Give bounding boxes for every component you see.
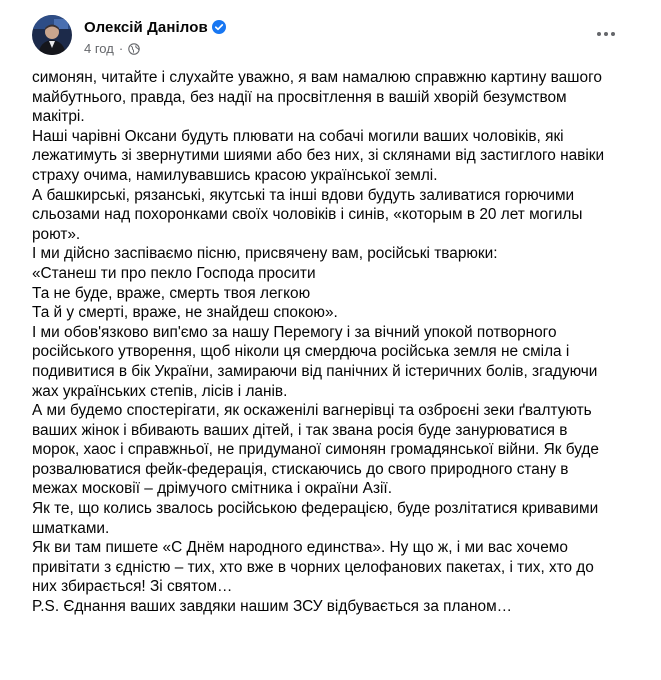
more-options-button[interactable] xyxy=(588,24,624,44)
post-paragraph: Наші чарівні Оксани будуть плювати на собачі могили ваших чоловіків, які лежатимуть зі звернутими шиями або без них, зі склянами від застиглого навіки страху очима, намилувавшись красою української землі. xyxy=(32,127,605,184)
post-meta xyxy=(84,41,140,56)
post-paragraph: А башкирські, рязанські, якутські та інші вдови будуть заливатися горючими сльозами над похоронками своїх чоловіків і синів, «которым в 20 лет могилы роют». xyxy=(32,186,583,243)
poem-line: Та й у смерті, вражe, не знайдеш спокою». xyxy=(32,304,338,322)
post-paragraph: А ми будемо спостерігати, як оскаженілі вагнерівці та озброєні зеки ґвалтують ваших жінок і вбивають ваших дітей, і так звана росія буде занурюватися в морок, хаос і справжньої, не придуманої симонян громадянської війни. Як буде розвалюватися фейк-федерація, стискаючись до свого природного стану в межах московії – дрімучого смітника і окраїни Азії. xyxy=(32,402,599,498)
author-name[interactable]: Олексій Данілов xyxy=(84,18,208,36)
post-header xyxy=(0,0,661,66)
post-paragraph: симонян, читайте і слухайте уважно, я вам намалюю справжню картину вашого майбутнього, правда, без надії на просвітлення в вашій хворій безумством макітрі. xyxy=(32,69,602,126)
post-timestamp[interactable]: 4 год xyxy=(84,41,114,56)
poem-line: «Станеш ти про пекло Господа просити xyxy=(32,264,316,282)
more-horizontal-icon xyxy=(596,31,616,37)
post-paragraph: І ми обов'язково вип'ємо за нашу Перемогу і за вічний упокой потворного російського утворення, щоб ніколи ця смердюча російська земля не сміла і подивитися в бік України, замираючи від панічних й істеричних болів, згадуючи жах українських степів, лісів і ланів. xyxy=(32,323,598,400)
post-paragraph: P.S. Єднання ваших завдяки нашим ЗСУ відбувається за планом… xyxy=(32,598,513,616)
meta-separator: · xyxy=(118,41,124,56)
post-text xyxy=(32,68,637,617)
post-paragraph: Як те, що колись звалось російською федерацією, буде розлітатися кривавими шматками. xyxy=(32,500,599,537)
globe-icon[interactable] xyxy=(128,43,140,55)
post-paragraph: Як ви там пишете «С Днём народного единства». Ну що ж, і ми вас хочемо привітати з єдністю – тих, хто вже в чорних целофанових пакетах, і тих, хто до них збирається! Зі святом… xyxy=(32,539,594,596)
poem-line: Та не буде, враже, смерть твоя легкою xyxy=(32,284,311,302)
author-avatar[interactable] xyxy=(32,15,72,55)
author-line xyxy=(84,17,226,37)
verified-badge-icon xyxy=(212,20,226,34)
post-paragraph: І ми дійсно заспіваємо пісню, присвячену вам, російські тварюки: xyxy=(32,245,498,263)
